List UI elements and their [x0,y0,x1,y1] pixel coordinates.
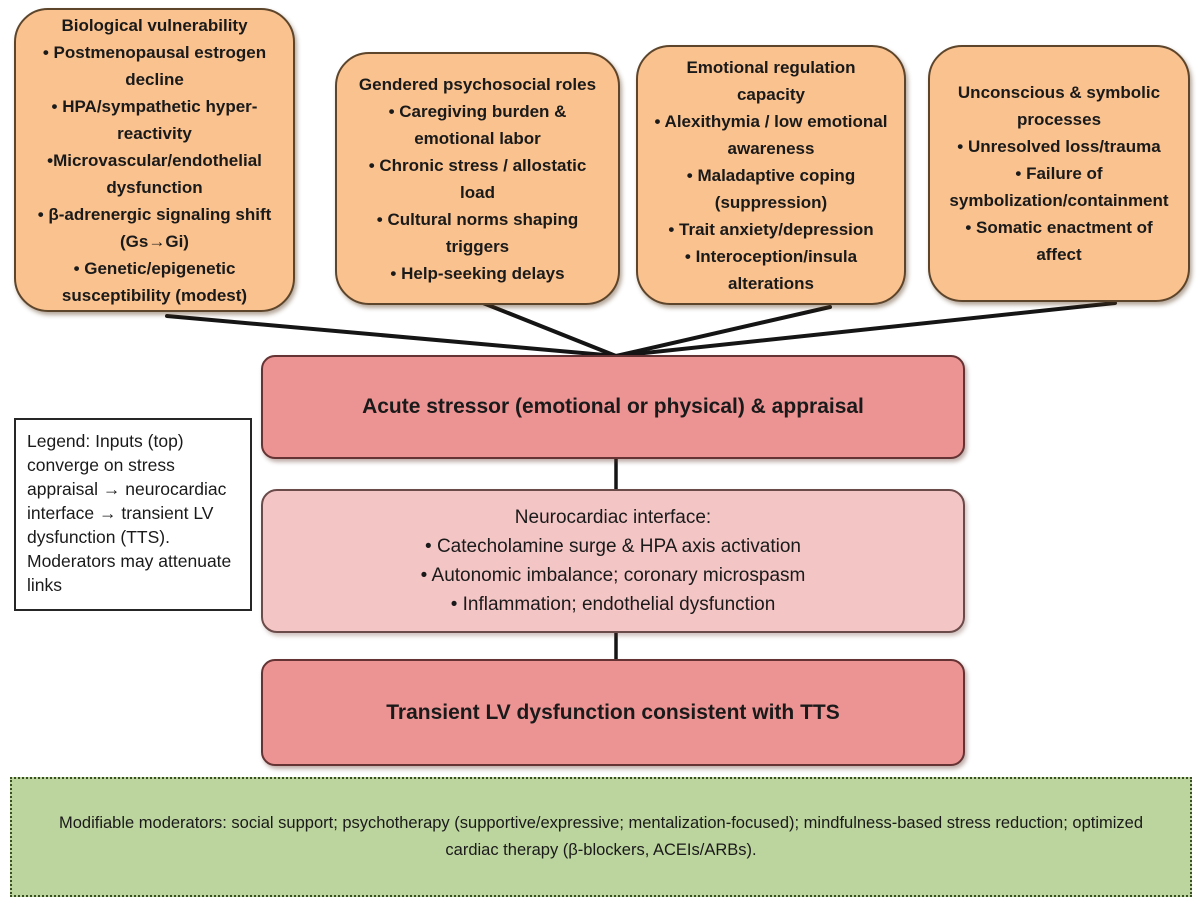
input-box-unconscious-symbolic-processes [928,45,1190,302]
bullet-item: • Genetic/epigenetic susceptibility (modest) [61,258,248,305]
bullet-item: • Trait anxiety/depression [668,219,874,239]
input-box-title: Emotional regulation capacity [686,57,856,104]
input-box-gendered-psychosocial-roles [335,52,620,305]
bullet-item: • Caregiving burden & emotional labor [388,101,567,148]
transient-lv-dysfunction-label: Transient LV dysfunction consistent with TTS [386,700,840,724]
neurocardiac-title: Neurocardiac interface: [514,507,712,528]
bullet-item: • β-adrenergic signaling shift (Gs→Gi) [37,204,272,251]
bullet-item: • Cultural norms shaping triggers [376,209,579,256]
neurocardiac-interface-box [261,489,965,633]
modifiable-moderators-box [10,777,1192,897]
bullet-item: • Somatic enactment of affect [965,218,1153,264]
connector-unconscious-to-acute [616,303,1115,356]
bullet-item: • Chronic stress / allostatic load [368,155,587,202]
acute-stressor-box [261,355,965,459]
bullet-item: • Interoception/insula alterations [684,246,858,293]
input-box-title: Gendered psychosocial roles [358,74,597,94]
bullet-item: • HPA/sympathetic hyper-reactivity [51,96,258,143]
legend-box [14,418,252,611]
transient-lv-dysfunction-box [261,659,965,766]
bullet-item: • Postmenopausal estrogen decline [42,42,267,89]
connector-gendered-to-acute [483,303,616,356]
modifiable-moderators-text: Modifiable moderators: social support; psychotherapy (supportive/expressive; mentalization-focused); mindfulness-based stress reduction; optimized cardiac therapy (β-blockers, ACEIs/ARBs). [58,814,1144,859]
acute-stressor-label: Acute stressor (emotional or physical) & appraisal [362,395,864,418]
connector-biological-to-acute [167,316,616,356]
connector-emotional-to-acute [616,307,830,356]
input-box-biological-vulnerability [14,8,295,312]
legend-text: Legend: Inputs (top) converge on stress appraisal → neurocardiac interface → transient LV dysfunction (TTS). Moderators may attenuate links [27,431,232,595]
bullet-item: • Inflammation; endothelial dysfunction [450,594,776,615]
bullet-item: • Autonomic imbalance; coronary microspasm [420,565,806,586]
bullet-item: • Unresolved loss/trauma [957,137,1161,156]
bullet-item: •Microvascular/endothelial dysfunction [47,150,262,197]
input-box-title: Unconscious & symbolic processes [957,83,1161,129]
bullet-item: • Catecholamine surge & HPA axis activation [425,536,801,557]
bullet-item: • Maladaptive coping (suppression) [686,165,856,212]
input-box-title: Biological vulnerability [61,15,248,35]
bullet-item: • Failure of symbolization/containment [949,164,1169,210]
bullet-item: • Help-seeking delays [390,263,565,283]
input-box-emotional-regulation-capacity [636,45,906,305]
bullet-item: • Alexithymia / low emotional awareness [654,111,888,158]
